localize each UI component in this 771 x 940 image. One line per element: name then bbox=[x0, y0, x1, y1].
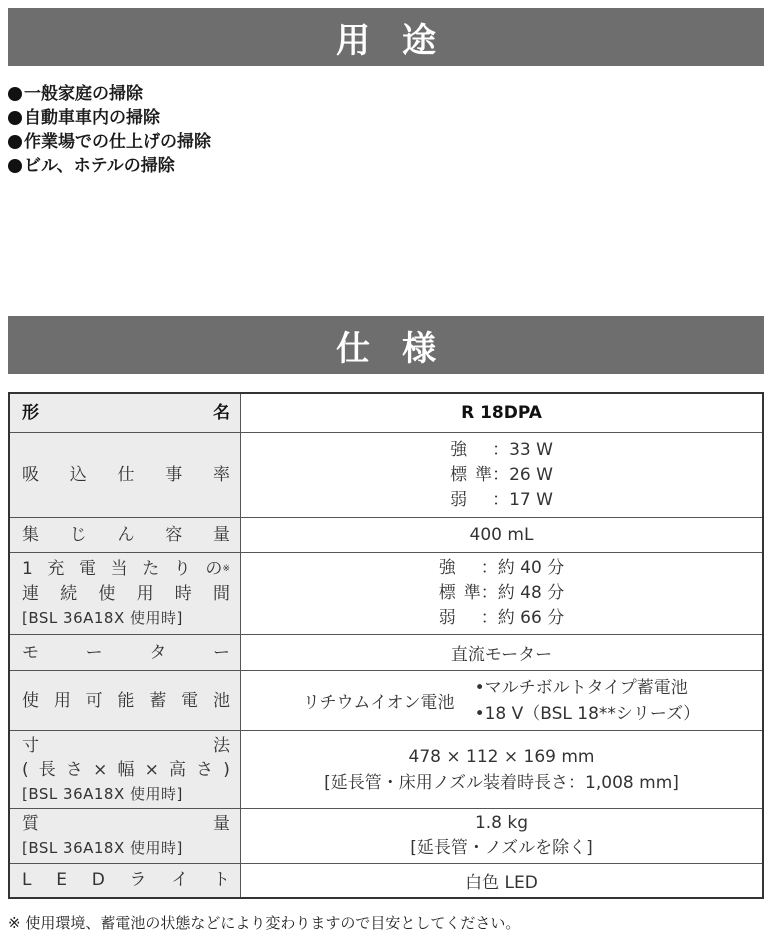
uses-list bbox=[8, 82, 211, 178]
table-row bbox=[9, 731, 763, 809]
weight-value: 1.8 kg [延長管・ノズルを除く] bbox=[241, 809, 764, 864]
list-item: 一般家庭の掃除 bbox=[8, 82, 211, 106]
list-item: 自動車車内の掃除 bbox=[8, 106, 211, 130]
suction-value: 強 ：33 W 標準：26 W 弱 ：17 W bbox=[241, 433, 764, 518]
bullet-icon bbox=[8, 159, 22, 173]
bullet-icon bbox=[8, 87, 22, 101]
table-row bbox=[9, 433, 763, 518]
dimensions-value: 478 × 112 × 169 mm [延長管・床用ノズル装着時長さ：1,008 mm] bbox=[241, 731, 764, 809]
led-value: 白色 LED bbox=[241, 864, 764, 898]
suction-label: 吸 込 仕 事 率 bbox=[9, 433, 241, 518]
table-row bbox=[9, 553, 763, 635]
model-label: 形 名 bbox=[9, 393, 241, 433]
led-label: L E D ラ イ ト bbox=[9, 864, 241, 898]
motor-label: モ ー タ ー bbox=[9, 635, 241, 671]
footnote: ※ 使用環境、蓄電池の状態などにより変わりますので目安としてください。 bbox=[8, 914, 521, 932]
weight-label: 質 量 [BSL 36A18X 使用時] bbox=[9, 809, 241, 864]
bullet-icon bbox=[8, 135, 22, 149]
table-row bbox=[9, 864, 763, 898]
runtime-label: 1 充 電 当 た り の ※ 連 続 使 用 時 間 [BSL 36A18X 使用時] bbox=[9, 553, 241, 635]
dimensions-label: 寸 法 ( 長 さ × 幅 × 高 さ ) [BSL 36A18X 使用時] bbox=[9, 731, 241, 809]
table-row bbox=[9, 671, 763, 731]
specs-heading: 仕様 bbox=[8, 316, 764, 374]
table-row bbox=[9, 635, 763, 671]
uses-heading: 用途 bbox=[8, 8, 764, 66]
motor-value: 直流モーター bbox=[241, 635, 764, 671]
battery-label: 使 用 可 能 蓄 電 池 bbox=[9, 671, 241, 731]
table-row bbox=[9, 518, 763, 553]
bullet-icon bbox=[8, 111, 22, 125]
table-row bbox=[9, 393, 763, 433]
table-row bbox=[9, 809, 763, 864]
battery-value: リチウムイオン電池 •マルチボルトタイプ蓄電池 •18 V（BSL 18**シリーズ） bbox=[241, 671, 764, 731]
capacity-value: 400 mL bbox=[241, 518, 764, 553]
runtime-value: 強 ：約 40 分 標準：約 48 分 弱 ：約 66 分 bbox=[241, 553, 764, 635]
list-item: ビル、ホテルの掃除 bbox=[8, 154, 211, 178]
capacity-label: 集 じ ん 容 量 bbox=[9, 518, 241, 553]
list-item: 作業場での仕上げの掃除 bbox=[8, 130, 211, 154]
spec-table bbox=[8, 392, 764, 899]
model-value: R 18DPA bbox=[241, 393, 764, 433]
